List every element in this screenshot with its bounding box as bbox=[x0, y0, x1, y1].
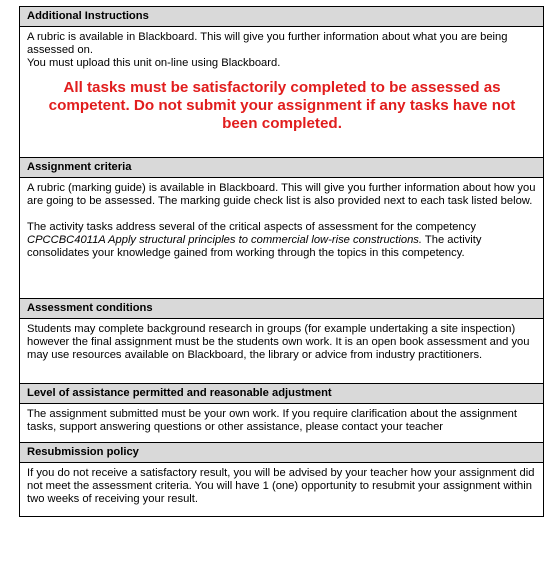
upload-note: You must upload this unit on-line using Blackboard. bbox=[27, 57, 281, 69]
resubmission-text: If you do not receive a satisfactory result, you will be advised by your teacher how your assignment did not meet the assessment criteria. You will have 1 (one) opportunity to resubmit your assignment within two weeks of receiving your result. bbox=[27, 467, 535, 505]
section-heading-additional-instructions: Additional Instructions bbox=[20, 7, 543, 27]
section-body-additional-instructions bbox=[20, 27, 543, 158]
competency-paragraph bbox=[27, 221, 537, 260]
section-heading-assessment-conditions: Assessment conditions bbox=[20, 299, 543, 319]
section-body-assessment-conditions bbox=[20, 319, 543, 384]
section-body-resubmission bbox=[20, 463, 543, 517]
warning-text: All tasks must be satisfactorily completed to be assessed as competent. Do not submit your assignment if any tasks have not been completed. bbox=[48, 79, 516, 132]
instructions-table bbox=[19, 6, 544, 517]
section-heading-assignment-criteria: Assignment criteria bbox=[20, 158, 543, 178]
competency-outro: The activity consolidates your knowledge gained from working through the topics in this competency. bbox=[27, 234, 482, 259]
section-body-assistance bbox=[20, 404, 543, 443]
section-heading-resubmission: Resubmission policy bbox=[20, 443, 543, 463]
section-heading-assistance: Level of assistance permitted and reasonable adjustment bbox=[20, 384, 543, 404]
competency-intro: The activity tasks address several of the critical aspects of assessment for the competency bbox=[27, 221, 476, 233]
assistance-text: The assignment submitted must be your own work. If you require clarification about the assignment tasks, support answering questions or other assistance, please contact your teacher bbox=[27, 408, 518, 433]
section-body-assignment-criteria bbox=[20, 178, 543, 299]
marking-guide-note: A rubric (marking guide) is available in Blackboard. This will give you further information about how you are going to be assessed. The marking guide check list is also provided next to each task listed below. bbox=[27, 182, 536, 207]
competency-code: CPCCBC4011A Apply structural principles to commercial low-rise constructions. bbox=[27, 234, 423, 246]
assessment-conditions-text: Students may complete background research in groups (for example undertaking a site inspection) however the final assignment must be the students own work. It is an open book assessment and you may use resources available on Blackboard, the library or advice from industry practitioners. bbox=[27, 323, 530, 361]
rubric-note: A rubric is available in Blackboard. This will give you further information about what you are being assessed on. bbox=[27, 31, 508, 56]
